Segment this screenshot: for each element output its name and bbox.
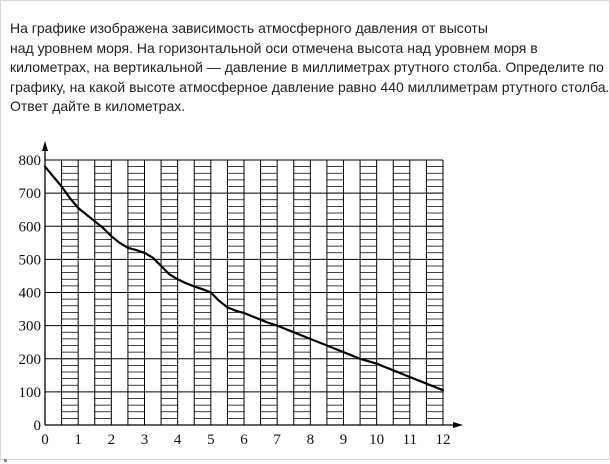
chart-svg	[10, 127, 465, 455]
y-axis-arrow	[42, 141, 48, 151]
y-tick-label: 400	[18, 285, 41, 302]
x-tick-label: 3	[140, 432, 149, 448]
x-tick-label: 1	[74, 432, 82, 448]
x-tick-label: 8	[306, 432, 315, 448]
y-tick-label: 100	[18, 384, 41, 401]
y-tick-label: 0	[33, 418, 41, 434]
x-tick-label: 10	[369, 432, 385, 448]
y-tick-label: 200	[18, 351, 41, 368]
y-tick-label: 800	[18, 153, 41, 169]
problem-line: километрах, на вертикальной — давление в миллиметрах ртутного столба. Определите по	[10, 59, 604, 75]
x-axis-arrow	[453, 422, 463, 428]
problem-text	[10, 19, 610, 117]
x-tick-label: 11	[402, 432, 418, 448]
pressure-altitude-chart	[10, 127, 465, 455]
x-tick-label: 7	[273, 432, 281, 448]
y-tick-label: 300	[18, 318, 41, 335]
problem-line: Ответ дайте в километрах.	[10, 98, 186, 114]
problem-line: над уровнем моря. На горизонтальной оси отмечена высота над уровнем моря в	[10, 39, 538, 56]
x-tick-label: 5	[207, 432, 215, 448]
x-tick-label: 2	[107, 432, 116, 448]
y-tick-label: 700	[18, 186, 41, 203]
x-tick-label: 4	[173, 432, 182, 448]
problem-line: На графике изображена зависимость атмосферного давления от высоты	[10, 20, 488, 36]
x-tick-label: 0	[41, 432, 49, 448]
x-tick-label: 6	[240, 432, 248, 448]
y-tick-label: 600	[18, 219, 41, 236]
problem-line: графику, на какой высоте атмосферное давление равно 440 миллиметрам ртутного столба.	[10, 78, 610, 95]
scroll-indicator	[4, 459, 7, 462]
x-tick-label: 12	[435, 432, 451, 448]
y-tick-label: 500	[18, 252, 41, 269]
x-tick-label: 9	[339, 432, 348, 448]
